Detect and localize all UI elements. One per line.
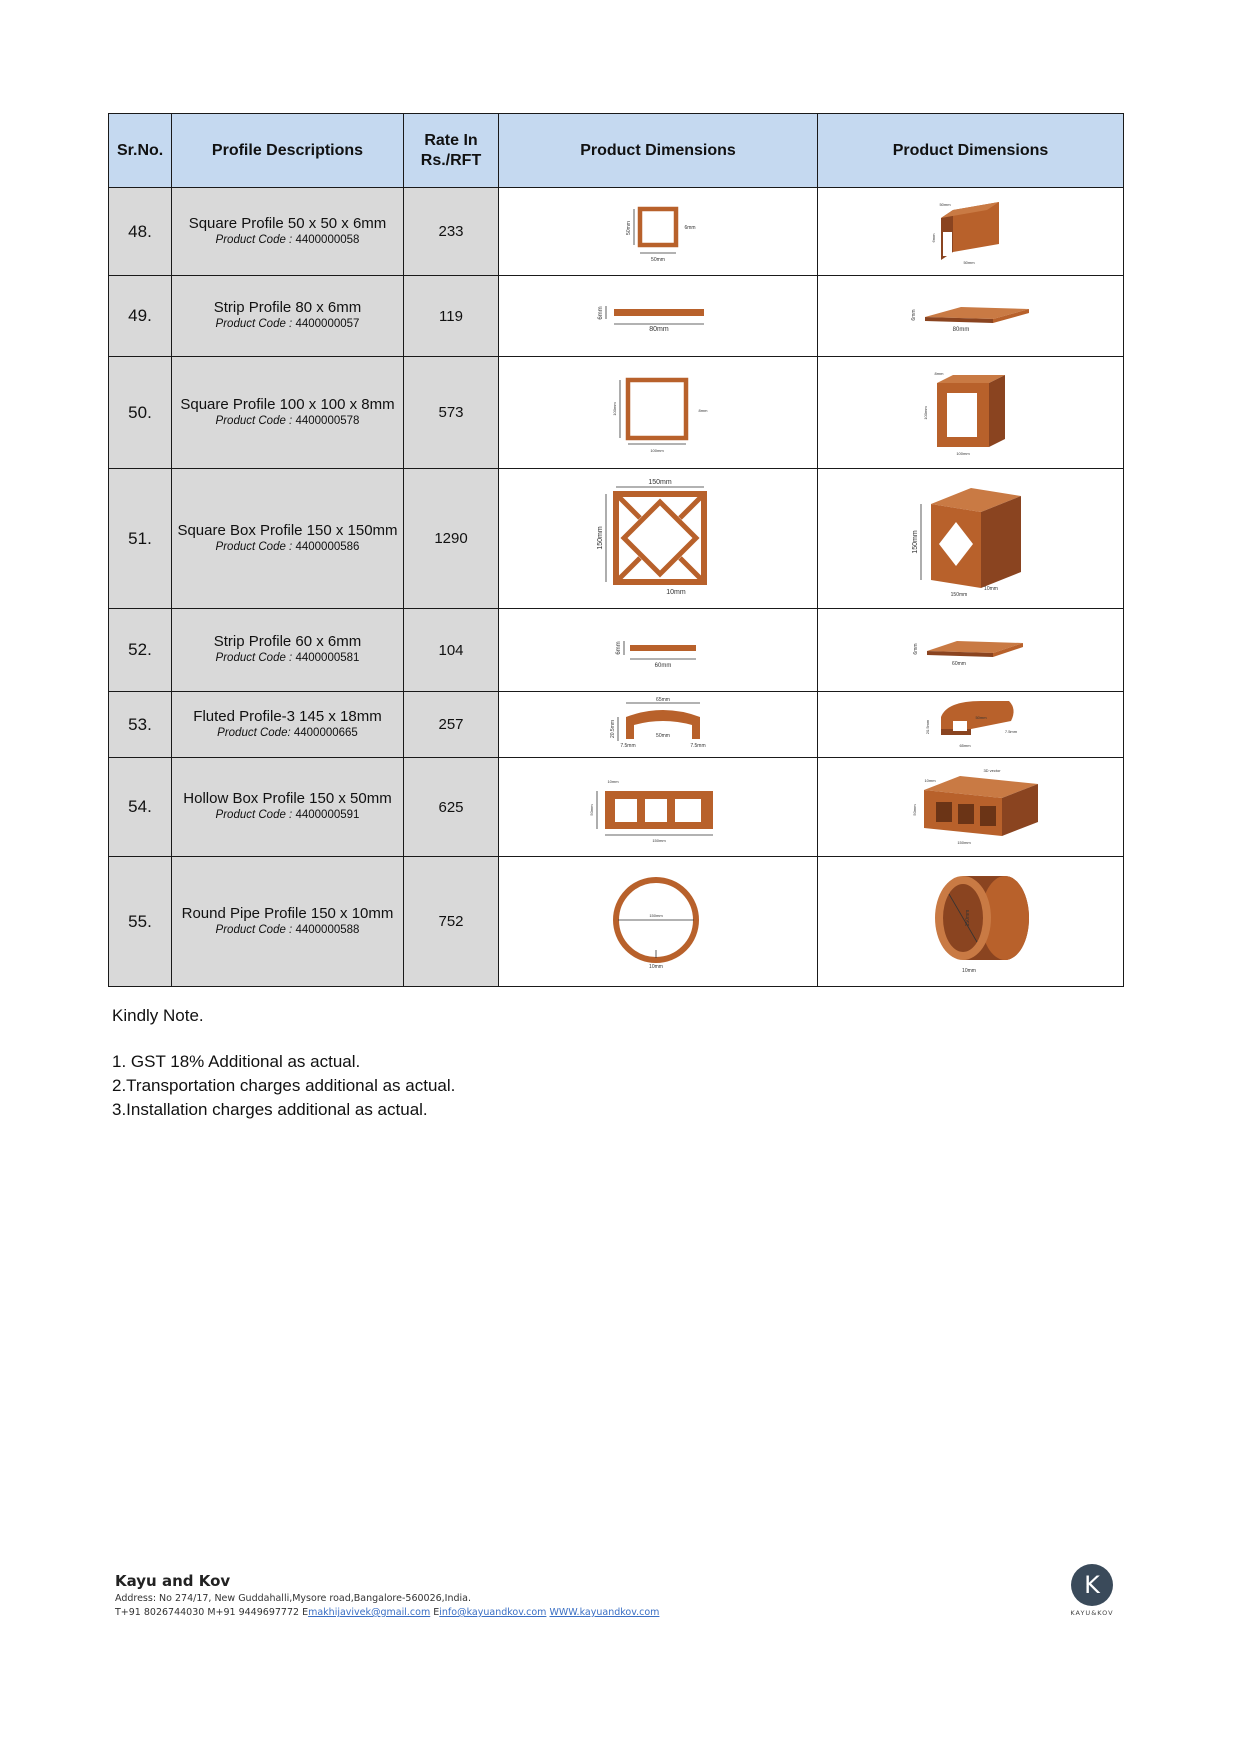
product-code-value: 4400000057: [295, 318, 360, 330]
website-link[interactable]: WWW.kayuandkov.com: [549, 1607, 660, 1618]
dimension-label: 6mm: [910, 309, 917, 321]
dimension-label: 150mm: [649, 912, 663, 918]
note-item-installation: 3.Installation charges additional as actual.: [112, 1100, 428, 1119]
profile-2d-drawing: [499, 291, 817, 341]
cell-2d-drawing: [499, 857, 818, 987]
dimension-label: 150mm: [648, 478, 672, 486]
profile-3d-drawing: [818, 363, 1123, 463]
dimension-label: 150mm: [956, 840, 971, 845]
profile-2d-drawing: [499, 474, 817, 604]
product-code-value: 4400000586: [295, 540, 360, 553]
company-logo: [1062, 1564, 1122, 1617]
profile-2d-drawing: [499, 197, 817, 267]
dimension-label: 8mm: [934, 370, 943, 376]
cell-3d-drawing: [818, 609, 1124, 692]
table-row: [109, 857, 1124, 987]
dimension-label: 8mm: [698, 407, 708, 413]
header-rate: [404, 114, 499, 188]
profile-name: Square Profile 50 x 50 x 6mm: [188, 214, 387, 232]
footer: [115, 1572, 659, 1618]
product-code-value: 4400000591: [295, 809, 360, 821]
dimension-label: 7.5mm: [1004, 728, 1017, 734]
profile-3d-drawing: [818, 474, 1123, 604]
cell-sr-no: 52.: [109, 609, 172, 692]
product-code-label: Product Code :: [215, 809, 293, 821]
header-rate-line2: Rs./RFT: [420, 151, 482, 169]
cell-profile-description: [172, 188, 404, 276]
cell-rate: 119: [404, 276, 499, 357]
profile-name: Fluted Profile-3 145 x 18mm: [193, 707, 382, 725]
dimension-label: 50mm: [974, 714, 987, 720]
dimension-label: 7.5mm: [620, 742, 636, 749]
logo-k-icon: K: [1071, 1564, 1113, 1606]
dimension-label: 50mm: [589, 804, 594, 816]
cell-profile-description: [172, 469, 404, 609]
cell-2d-drawing: [499, 692, 818, 758]
header-profile-descriptions: Profile Descriptions: [172, 114, 404, 188]
table-row: [109, 609, 1124, 692]
cell-rate: 573: [404, 357, 499, 469]
company-phone: T+91 8026744030 M+91 9449697772: [115, 1607, 300, 1618]
dimension-label: 10mm: [607, 779, 619, 784]
dimension-label: 10mm: [666, 588, 686, 596]
cell-sr-no: 51.: [109, 469, 172, 609]
profile-name: Square Profile 100 x 100 x 8mm: [180, 395, 395, 413]
profile-3d-drawing: [818, 192, 1123, 272]
table-row: [109, 357, 1124, 469]
product-code: [172, 725, 403, 742]
product-code: [172, 413, 403, 430]
dimension-label: 50mm: [651, 256, 665, 263]
profile-2d-drawing: [499, 625, 817, 675]
dimension-label: 50mm: [962, 259, 975, 265]
header-sr-no: Sr.No.: [109, 114, 172, 188]
product-code: [172, 922, 403, 939]
cell-rate: 752: [404, 857, 499, 987]
profile-2d-drawing: [499, 368, 817, 458]
cell-sr-no: 53.: [109, 692, 172, 758]
dimension-label: 100mm: [955, 450, 970, 456]
cell-2d-drawing: [499, 758, 818, 857]
dimension-label: 150mm: [652, 838, 666, 843]
dimension-label: 20.5mm: [924, 719, 930, 734]
product-code: [172, 539, 403, 556]
company-contacts: [115, 1607, 659, 1618]
dimension-label: 80mm: [952, 327, 969, 333]
table-row: [109, 692, 1124, 758]
cell-2d-drawing: [499, 357, 818, 469]
dimension-label: 65mm: [958, 742, 971, 748]
email-link-1[interactable]: makhijavivek@gmail.com: [308, 1607, 431, 1618]
table-row: [109, 469, 1124, 609]
cell-3d-drawing: [818, 857, 1124, 987]
notes-section: [112, 1004, 455, 1122]
header-product-dimensions-3d: Product Dimensions: [818, 114, 1124, 188]
company-name: Kayu and Kov: [115, 1572, 231, 1590]
product-code-label: Product Code :: [215, 540, 293, 553]
table-row: [109, 758, 1124, 857]
dimension-label: 65mm: [656, 696, 670, 703]
cell-profile-description: [172, 276, 404, 357]
profile-3d-drawing: [818, 625, 1123, 675]
notes-heading: Kindly Note.: [112, 1006, 204, 1025]
product-code: [172, 232, 403, 249]
email-link-2[interactable]: info@kayuandkov.com: [439, 1607, 547, 1618]
cell-2d-drawing: [499, 188, 818, 276]
table-header-row: [109, 114, 1124, 188]
profile-name: Round Pipe Profile 150 x 10mm: [181, 904, 394, 922]
cell-sr-no: 50.: [109, 357, 172, 469]
table-row: [109, 276, 1124, 357]
product-code: [172, 316, 403, 333]
dimension-label: 60mm: [951, 661, 966, 667]
logo-text: KAYU&KOV: [1070, 1609, 1114, 1617]
product-code-label: Product Code :: [215, 318, 293, 330]
dimension-label: 20.5mm: [610, 719, 616, 738]
cell-2d-drawing: [499, 276, 818, 357]
profile-name: Strip Profile 60 x 6mm: [213, 633, 362, 650]
product-code-label: Product Code :: [215, 652, 293, 664]
email-label-2: E: [433, 1607, 440, 1618]
dimension-label: 150mm: [597, 525, 604, 550]
cell-3d-drawing: [818, 692, 1124, 758]
header-rate-line1: Rate In: [424, 131, 478, 149]
product-code-value: 4400000578: [295, 414, 360, 427]
profile-2d-drawing: [499, 767, 817, 847]
product-code-label: Product Code:: [217, 726, 291, 739]
cell-sr-no: 49.: [109, 276, 172, 357]
dimension-label: 10mm: [961, 967, 976, 974]
cell-sr-no: 54.: [109, 758, 172, 857]
cell-rate: 625: [404, 758, 499, 857]
header-product-dimensions-2d: Product Dimensions: [499, 114, 818, 188]
profile-2d-drawing: [499, 695, 817, 755]
profile-3d-drawing: [818, 695, 1123, 755]
profile-2d-drawing: [499, 862, 817, 982]
cell-rate: 1290: [404, 469, 499, 609]
product-code-label: Product Code :: [215, 923, 293, 936]
dimension-label: 6mm: [930, 233, 936, 242]
profile-name: Square Box Profile 150 x 150mm: [177, 521, 398, 539]
cell-rate: 233: [404, 188, 499, 276]
dimension-label: 100mm: [612, 401, 617, 416]
company-address: Address: No 274/17, New Guddahalli,Mysore road,Bangalore-560026,India.: [115, 1593, 472, 1604]
cell-sr-no: 55.: [109, 857, 172, 987]
cell-profile-description: [172, 357, 404, 469]
dimension-label: 50mm: [656, 732, 670, 739]
dimension-label: 100mm: [650, 447, 664, 453]
note-item-transport: 2.Transportation charges additional as actual.: [112, 1076, 456, 1095]
profile-name: Strip Profile 80 x 6mm: [213, 299, 362, 316]
note-item-gst: 1. GST 18% Additional as actual.: [112, 1052, 361, 1071]
product-code-value: 4400000058: [295, 233, 360, 246]
cell-3d-drawing: [818, 758, 1124, 857]
email-label-1: E: [302, 1607, 309, 1618]
product-code-value: 4400000581: [295, 652, 360, 664]
dimension-label: 150mm: [964, 909, 971, 926]
cell-3d-drawing: [818, 188, 1124, 276]
dimension-label: 50mm: [938, 201, 951, 207]
cell-rate: 104: [404, 609, 499, 692]
cell-3d-drawing: [818, 469, 1124, 609]
profile-name: Hollow Box Profile 150 x 50mm: [183, 790, 392, 807]
dimension-label: 100mm: [922, 405, 928, 420]
dimension-label: 50mm: [626, 220, 632, 235]
dimension-label: 50mm: [911, 804, 917, 816]
price-table: [108, 113, 1124, 987]
product-code-label: Product Code :: [215, 233, 293, 246]
dimension-label: 10mm: [923, 778, 936, 783]
dimension-label: 150mm: [911, 529, 919, 554]
cell-2d-drawing: [499, 609, 818, 692]
profile-3d-drawing: [818, 291, 1123, 341]
cell-2d-drawing: [499, 469, 818, 609]
cell-rate: 257: [404, 692, 499, 758]
dimension-label: 6mm: [684, 224, 696, 231]
product-code-value: 4400000665: [293, 726, 358, 739]
cell-profile-description: [172, 758, 404, 857]
dimension-label: 10mm: [983, 585, 998, 592]
cell-sr-no: 48.: [109, 188, 172, 276]
dimension-label: 6mm: [912, 643, 919, 655]
profile-3d-drawing: [818, 862, 1123, 982]
cell-profile-description: [172, 609, 404, 692]
table-body: [109, 188, 1124, 987]
dimension-label: 60mm: [654, 663, 672, 669]
cell-profile-description: [172, 692, 404, 758]
dimension-label: 150mm: [950, 591, 967, 598]
profile-3d-drawing: [818, 762, 1123, 852]
dimension-label: 3D vector: [982, 768, 1001, 773]
cell-3d-drawing: [818, 276, 1124, 357]
cell-3d-drawing: [818, 357, 1124, 469]
table-row: [109, 188, 1124, 276]
product-code-label: Product Code :: [215, 414, 293, 427]
dimension-label: 6mm: [598, 306, 604, 320]
product-code: [172, 650, 403, 667]
dimension-label: 7.5mm: [690, 742, 706, 749]
cell-profile-description: [172, 857, 404, 987]
product-code: [172, 807, 403, 824]
dimension-label: 80mm: [649, 326, 669, 333]
product-code-value: 4400000588: [295, 923, 360, 936]
dimension-label: 10mm: [649, 963, 663, 970]
dimension-label: 6mm: [616, 641, 622, 655]
